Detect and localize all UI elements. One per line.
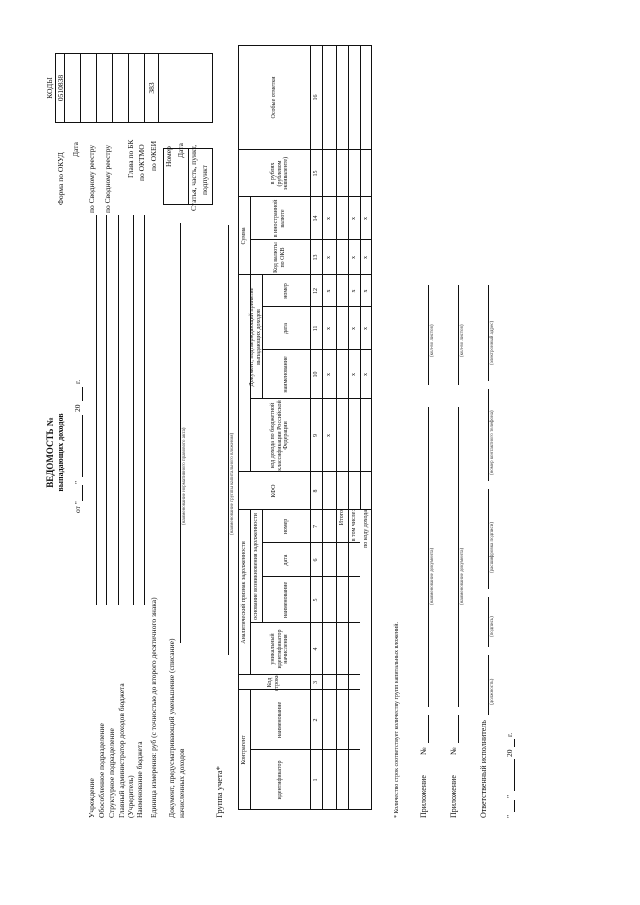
field-uchreditel: (Учредитель) xyxy=(126,775,135,818)
otvetstvenny-label: Ответственный исполнитель xyxy=(479,720,488,818)
date-day-line xyxy=(82,485,83,501)
itogo-x-13: x xyxy=(350,256,357,259)
field-budget: Наименование бюджета xyxy=(135,741,144,818)
glava-label: Глава по БК xyxy=(126,139,135,178)
field-uchrezhdenie: Учреждение xyxy=(87,778,96,818)
field-edinica: Единица измерения: руб (с точностью до второго десятичного знака) xyxy=(149,597,158,818)
itogo-x-11: x xyxy=(350,327,357,330)
po-kodu-x-11: x xyxy=(362,327,369,330)
field-nachislennyh: начисленных доходов xyxy=(177,748,186,818)
col-num-7: 7 xyxy=(312,525,319,528)
col-num-2: 2 xyxy=(312,718,319,722)
row1-x-14: x xyxy=(325,217,332,220)
field-struct: Структурное подразделение xyxy=(107,728,116,818)
po-kodu-x-12: x xyxy=(362,289,369,293)
hdr-kod-valuty: Код валюты по ОКВ xyxy=(273,242,286,273)
hdr-naimenovanie: наименование xyxy=(276,701,283,739)
v-tom-chisle-label: в том числе: xyxy=(350,510,357,542)
sign-date-q1: " xyxy=(505,814,514,818)
dolzhnost-hint: (должность) xyxy=(490,678,495,705)
field-document: Документ, предусматривающий уменьшение (списание) xyxy=(167,638,176,818)
naim-doc-hint-1: (наименование документа) xyxy=(430,547,435,605)
hdr-document: Документ, подтверждающий принятие выпадающих доходов xyxy=(249,287,262,387)
itogo-x-14: x xyxy=(350,217,357,220)
hdr-kontragent: Контрагент xyxy=(240,735,247,765)
prilozhenie-2-label: Приложение xyxy=(449,775,458,818)
sign-date-q2: " xyxy=(505,794,514,798)
col-num-12: 12 xyxy=(312,288,319,294)
hdr-summa: Сумма xyxy=(240,227,247,245)
statia-label: Статья, часть, пункт, xyxy=(189,144,198,211)
hdr-v-rublyah: в рублях (рублевом эквиваленте) xyxy=(270,156,290,191)
okei-code: 383 xyxy=(147,82,156,94)
col-num-8: 8 xyxy=(312,489,319,493)
col-num-4: 4 xyxy=(312,647,319,651)
oktmo-label: по ОКТМО xyxy=(137,144,146,181)
hdr-data3: дата xyxy=(282,323,289,334)
prilozhenie-2-no: № xyxy=(449,747,458,755)
row1-x-10: x xyxy=(325,373,332,376)
data2-label: Дата xyxy=(176,143,185,158)
hdr-nomer3: номер xyxy=(282,283,289,299)
col-num-5: 5 xyxy=(312,598,319,602)
prilozhenie-1-no: № xyxy=(419,747,428,755)
svod1-label: по Сводному реестру xyxy=(87,144,96,213)
col-num-1: 1 xyxy=(312,778,319,782)
doc-hint: (наименование нормативного правового акта) xyxy=(182,427,187,525)
sign-date-g: г. xyxy=(505,732,514,737)
telefon-hint: (номер контактного телефона) xyxy=(490,410,495,475)
po-kodu-x-14: x xyxy=(362,217,369,220)
po-kodu-x-13: x xyxy=(362,256,369,259)
date-g: г. xyxy=(73,379,82,384)
hdr-naim3: наименование xyxy=(282,356,289,393)
hdr-v-inostr: в иностранной валюте xyxy=(273,199,286,238)
podpis-hint: (подпись) xyxy=(490,616,495,637)
okud-label: Форма по ОКУД xyxy=(56,152,65,205)
hdr-nomer: номер xyxy=(282,518,289,535)
field-gl-admin: Главный администратор доходов бюджета xyxy=(117,683,126,818)
row1-x-11: x xyxy=(325,327,332,330)
row1-x-kod: x xyxy=(325,434,332,437)
svod2-label: по Сводному реестру xyxy=(103,144,112,213)
itogo-x-10: x xyxy=(350,373,357,376)
date-mid: " xyxy=(73,480,82,484)
date-label: Дата xyxy=(71,142,80,157)
date-prefix: от " xyxy=(73,501,82,513)
date-year-prefix: 20 xyxy=(73,404,82,412)
col-num-15: 15 xyxy=(312,170,319,177)
gruppa-hint: (наименование группы капитального вложения) xyxy=(230,432,235,535)
footnote: * Количество строк соответствует количеству групп капитальных вложений. xyxy=(394,622,400,818)
field-obosob: Обособленное подразделение xyxy=(97,723,106,818)
col-num-13: 13 xyxy=(312,254,319,261)
email-hint: (электронный адрес) xyxy=(490,320,495,365)
codes-header: КОДЫ xyxy=(45,77,54,99)
okud-code: 0510838 xyxy=(56,74,65,102)
hdr-data: дата xyxy=(282,554,289,566)
date-month-line xyxy=(82,415,83,477)
naim-doc-hint-2: (наименование документа) xyxy=(460,547,465,605)
document-title: ВЕДОМОСТЬ № xyxy=(45,417,55,488)
nomer-label: Номер xyxy=(164,146,173,167)
itogo-label: Итого xyxy=(338,510,345,526)
col-num-3: 3 xyxy=(312,681,319,684)
codes-box xyxy=(55,53,213,123)
row1-x-12: x xyxy=(325,289,332,293)
hdr-naim2: наименование xyxy=(282,581,289,619)
col-num-10: 10 xyxy=(312,371,319,378)
hdr-osobye: Особые отметки xyxy=(270,76,277,119)
hdr-kod-stroki: Код строки xyxy=(267,673,280,692)
col-num-9: 9 xyxy=(312,434,319,437)
kol-list-hint-2: (кол-во листов) xyxy=(460,324,465,357)
hdr-identifikator: идентификатор xyxy=(276,760,283,800)
row1-x-13: x xyxy=(325,256,332,259)
date-year-line xyxy=(82,387,83,401)
hdr-kod-dohoda: код дохода по бюджетной классификации Российской Федерации xyxy=(270,400,290,471)
document-subtitle: выпадающих доходов xyxy=(56,413,65,492)
itogo-x-12: x xyxy=(350,289,357,293)
po-kodu-label: по коду дохода xyxy=(362,510,369,548)
hdr-kfo: КФО xyxy=(270,484,277,498)
rasshifrovka-hint: (расшифровка подписи) xyxy=(490,521,495,573)
hdr-analytic: Аналитический признак задолженности xyxy=(240,541,247,644)
sign-date-20: 20 xyxy=(505,749,514,757)
field-gruppa: Группа учета* xyxy=(214,766,224,818)
po-kodu-x-10: x xyxy=(362,373,369,376)
statia-label-2: подпункт xyxy=(200,165,209,195)
col-num-11: 11 xyxy=(312,325,319,332)
col-num-16: 16 xyxy=(312,94,319,101)
hdr-uin: уникальный идентификатор начисления xyxy=(270,629,290,669)
hdr-osnovanie: основание возникновения задолженности xyxy=(252,513,259,620)
col-num-14: 14 xyxy=(312,215,319,222)
okei-label: по ОКЕИ xyxy=(149,140,158,171)
kol-list-hint-1: (кол-во листов) xyxy=(430,324,435,357)
prilozhenie-1-label: Приложение xyxy=(419,775,428,818)
col-num-6: 6 xyxy=(312,558,319,562)
